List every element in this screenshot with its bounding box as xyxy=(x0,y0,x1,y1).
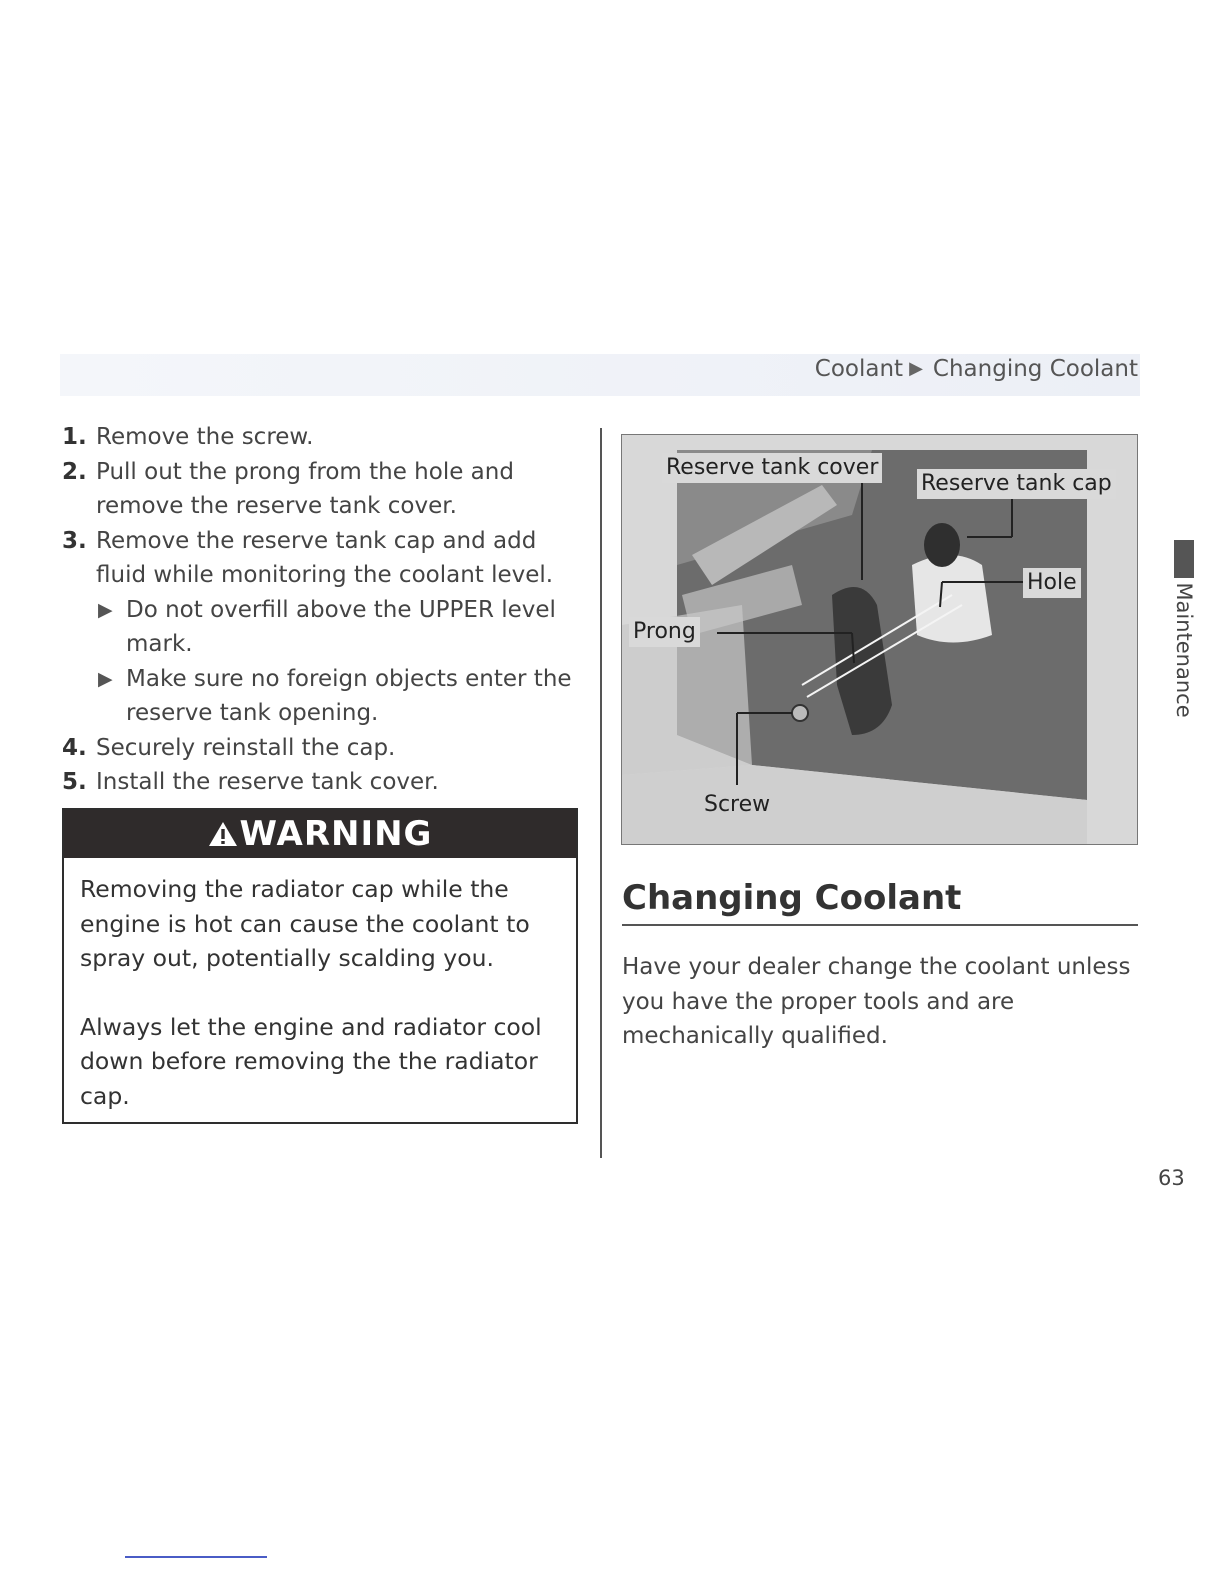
step-number: 4. xyxy=(62,734,87,761)
page-number: 63 xyxy=(1158,1166,1185,1190)
step-item xyxy=(62,455,582,524)
step-text: Install the reserve tank cover. xyxy=(96,769,439,795)
note-arrow-icon: ▶ xyxy=(98,667,113,690)
warning-title: WARNING xyxy=(239,814,433,854)
section-title: Changing Coolant xyxy=(622,878,1138,926)
step-item xyxy=(62,524,582,731)
step-item xyxy=(62,765,582,800)
reserve-tank-figure xyxy=(621,434,1138,845)
breadcrumb-arrow-icon: ▶ xyxy=(909,358,923,379)
warning-header xyxy=(64,810,576,858)
step-item xyxy=(62,731,582,766)
step-text: Remove the screw. xyxy=(96,424,314,450)
label-hole: Hole xyxy=(1023,568,1081,598)
step-note xyxy=(96,593,582,662)
step-text: Securely reinstall the cap. xyxy=(96,734,396,761)
side-tab-label[interactable]: Maintenance xyxy=(1172,582,1196,718)
step-number: 2. xyxy=(62,458,87,485)
warning-paragraph: Removing the radiator cap while the engine is hot can cause the coolant to spray out, potentially scalding you. xyxy=(80,875,530,972)
label-prong: Prong xyxy=(629,617,700,647)
side-tab-marker xyxy=(1174,540,1194,578)
note-text: Make sure no foreign objects enter the reserve tank opening. xyxy=(126,665,572,726)
step-number: 5. xyxy=(62,769,87,795)
footer-rule xyxy=(125,1556,267,1558)
step-text: Pull out the prong from the hole and remove the reserve tank cover. xyxy=(96,458,514,519)
label-reserve-tank-cap: Reserve tank cap xyxy=(917,469,1116,499)
breadcrumb xyxy=(815,356,1138,382)
label-reserve-tank-cover: Reserve tank cover xyxy=(662,453,882,483)
breadcrumb-current: Changing Coolant xyxy=(932,356,1138,382)
step-number: 1. xyxy=(62,424,87,450)
note-arrow-icon: ▶ xyxy=(98,598,113,621)
warning-box xyxy=(62,808,578,1124)
steps-list xyxy=(62,420,582,800)
instructions xyxy=(62,420,582,800)
column-divider xyxy=(600,428,602,1158)
warning-paragraph: Always let the engine and radiator cool down before removing the the radiator cap. xyxy=(80,1012,542,1110)
step-number: 3. xyxy=(62,527,87,554)
breadcrumb-section[interactable]: Coolant xyxy=(814,356,904,382)
step-item xyxy=(62,420,582,455)
step-text: Remove the reserve tank cap and add fluid while monitoring the coolant level. xyxy=(96,527,554,588)
label-screw: Screw xyxy=(704,792,771,817)
warning-body xyxy=(64,858,576,1113)
warning-triangle-icon xyxy=(208,821,238,847)
section-body: Have your dealer change the coolant unless you have the proper tools and are mechanically qualified. xyxy=(622,954,1131,1049)
note-text: Do not overfill above the UPPER level mark. xyxy=(126,596,556,657)
step-note xyxy=(96,662,582,731)
